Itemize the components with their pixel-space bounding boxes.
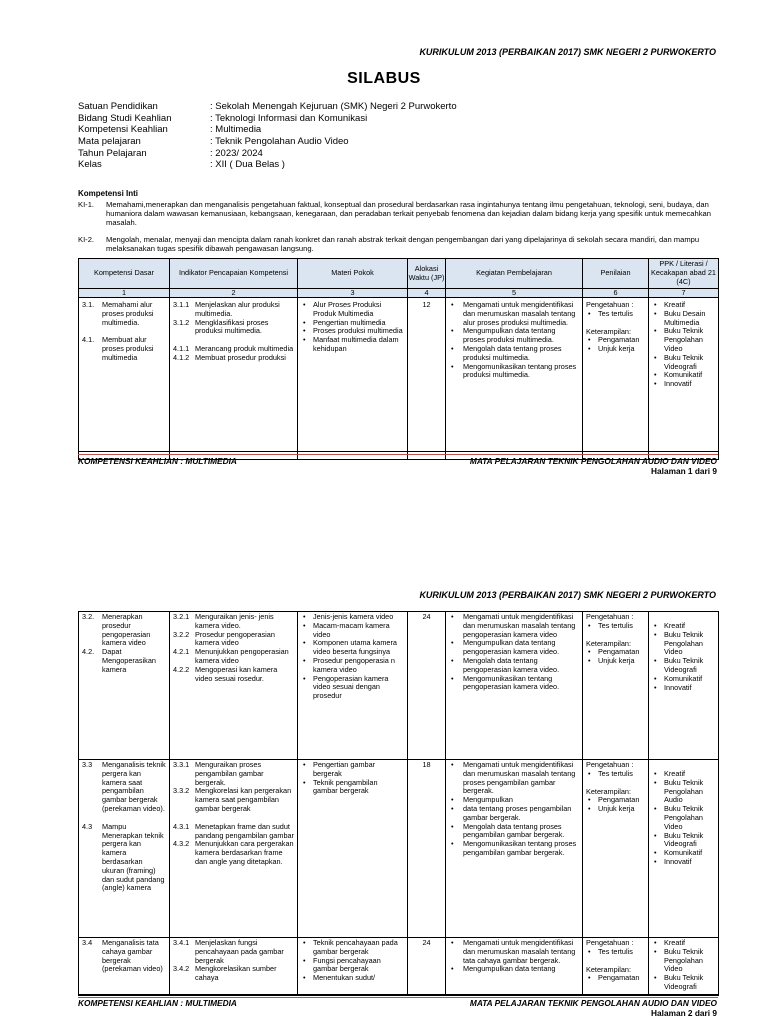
ppk-item: • Buku Teknik Videografi (652, 974, 715, 992)
kegiatan-item: • Mengumpulkan (449, 796, 579, 805)
waktu-value: 24 (422, 612, 431, 621)
materi-item: • Pengertian gambar bergerak (301, 761, 404, 779)
kegiatan-item: • Mengolah data tentang pengoperasian kamera video. (449, 657, 579, 675)
kd-cell (79, 612, 170, 760)
info-value: : Multimedia (210, 124, 262, 136)
ipk-number: 4.1.2 (173, 352, 190, 362)
kegiatan-cell (446, 298, 583, 460)
penilaian-item: • Pengamatan (586, 974, 645, 983)
kd-text: Memahami alur proses produksi multimedia. (102, 300, 154, 327)
col-number: 6 (583, 289, 649, 298)
kegiatan-item: • Mengomunikasikan tentang pengoperasian kamera video. (449, 675, 579, 693)
ipk-number: 3.4.1 (173, 938, 190, 947)
kd-text: Menerapkan prosedur pengoperasian kamera video (102, 612, 151, 648)
materi-item: • Alur Proses Produksi Produk Multimedia (301, 301, 404, 319)
kegiatan-item: • Mengumpulkan data tentang pengoperasian kamera video. (449, 639, 579, 657)
footer-right: MATA PELAJARAN TEKNIK PENGOLAHAN AUDIO DAN VIDEO (469, 456, 717, 466)
ipk-number: 4.2.2 (173, 664, 190, 674)
kd-item (82, 761, 166, 814)
kd-number: 4.2. (82, 647, 95, 657)
ppk-item: • Kreatif (652, 770, 715, 779)
ipk-cell (170, 298, 298, 460)
footer-left: KOMPETENSI KEAHLIAN : MULTIMEDIA (78, 998, 237, 1008)
materi-cell (298, 760, 408, 938)
col-number: 3 (298, 289, 408, 298)
ipk-number: 3.2.1 (173, 612, 190, 621)
col-header-materi: Materi Pokok (298, 259, 408, 289)
ipk-number: 3.1.2 (173, 317, 190, 327)
waktu-cell (408, 938, 446, 996)
materi-cell (298, 612, 408, 760)
penilaian-cell (583, 938, 649, 996)
kegiatan-item: • Mengamati untuk mengidentifikasi dan merumuskan masalah tentang tata cahaya gambar bergerak. (449, 939, 579, 965)
ipk-number: 3.1.1 (173, 300, 190, 309)
syllabus-table (78, 258, 719, 460)
footer-rule (78, 994, 718, 995)
ipk-number: 4.3.1 (173, 821, 190, 831)
ipk-text: Membuat prosedur produksi (195, 352, 286, 362)
kd-text: Mampu Menerapkan teknik pergera kan kamera berdasarkan ukuran (framing) dan sudut pandang (angle) kamera (102, 821, 165, 893)
ki-heading: Kompetensi Inti (78, 189, 139, 198)
penilaian-label: Keterampilan: (586, 326, 632, 336)
materi-item: • Pengoperasian kamera video sesuai dengan prosedur (301, 675, 404, 701)
penilaian-item: • Pengamatan (586, 336, 645, 345)
ki-number: KI-1. (78, 200, 95, 209)
kd-number: 4.3 (82, 821, 93, 831)
kegiatan-item: • Mengumpulkan data tentang (449, 965, 579, 974)
col-header-ppk: PPK / Literasi / Kecakapan abad 21 (4C) (649, 259, 719, 289)
page-number: Halaman 2 dari 9 (651, 1008, 717, 1018)
ipk-item (173, 319, 294, 337)
waktu-value: 18 (422, 760, 431, 769)
ppk-item: • Komunikatif (652, 849, 715, 858)
penilaian-item: • Tes tertulis (586, 310, 645, 319)
ipk-item (173, 354, 294, 363)
info-label: Mata pelajaran (78, 136, 141, 148)
ppk-item: • Kreatif (652, 301, 715, 310)
penilaian-item: • Tes tertulis (586, 622, 645, 631)
penilaian-item: • Pengamatan (586, 796, 645, 805)
page-header: KURIKULUM 2013 (PERBAIKAN 2017) SMK NEGERI 2 PURWOKERTO (419, 590, 716, 600)
footer-left: KOMPETENSI KEAHLIAN : MULTIMEDIA (78, 456, 237, 466)
footer-rule (78, 451, 718, 452)
ipk-item (173, 823, 294, 841)
kd-number: 3.3 (82, 760, 93, 769)
waktu-cell (408, 298, 446, 460)
ipk-text: Mengkorelasi kan pergerakan kamera saat pengambilan gambar bergerak (195, 786, 292, 813)
ipk-item (173, 965, 294, 983)
kd-item (82, 336, 166, 362)
kd-text: Menganalisis tata cahaya gambar bergerak (perekaman video) (102, 938, 163, 974)
ipk-text: Menunjukkan cara pergerakan kamera berdasarkan frame dan angle yang ditetapkan. (195, 839, 294, 866)
kd-number: 3.4 (82, 938, 93, 947)
ipk-number: 4.1.1 (173, 344, 190, 354)
kegiatan-item: • Mengamati untuk mengidentifikasi dan merumuskan masalah tentang proses pengambilan gambar bergerak. (449, 761, 579, 796)
kegiatan-item: • Mengolah data tentang proses pengambilan gambar bergerak. (449, 823, 579, 841)
page-number: Halaman 1 dari 9 (651, 466, 717, 476)
ipk-text: Mengoperasi kan kamera video sesuai rosedur. (195, 664, 278, 683)
penilaian-label: Keterampilan: (586, 964, 632, 974)
kd-item (82, 613, 166, 648)
penilaian-cell (583, 612, 649, 760)
penilaian-label: Keterampilan: (586, 638, 632, 648)
kd-number: 3.1. (82, 300, 95, 309)
table-row (79, 760, 719, 938)
kd-cell (79, 298, 170, 460)
info-row (78, 148, 457, 160)
ppk-item: • Innovatif (652, 380, 715, 389)
info-label: Tahun Pelajaran (78, 147, 147, 159)
ipk-item (173, 301, 294, 319)
ppk-cell (649, 938, 719, 996)
kegiatan-item: • Mengomunikasikan tentang proses produksi multimedia. (449, 363, 579, 381)
ppk-item: • Buku Desain Multimedia (652, 310, 715, 328)
kegiatan-item: • Mengomunikasikan tentang proses pengambilan gambar bergerak. (449, 840, 579, 858)
kegiatan-item: • data tentang proses pengambilan gambar bergerak. (449, 805, 579, 823)
ki-number: KI-2. (78, 235, 95, 244)
col-header-waktu: Alokasi Waktu (JP) (408, 259, 446, 289)
kd-cell (79, 760, 170, 938)
ppk-item: • Innovatif (652, 684, 715, 693)
syllabus-table-continued (78, 611, 719, 996)
kd-number: 3.2. (82, 612, 95, 621)
page-header: KURIKULUM 2013 (PERBAIKAN 2017) SMK NEGERI 2 PURWOKERTO (419, 47, 716, 57)
kd-number: 4.1. (82, 335, 95, 345)
penilaian-item: • Pengamatan (586, 648, 645, 657)
ki-text: Mengolah, menalar, menyaji dan mencipta dalam ranah konkret dan ranah abstrak terkait dengan pengembangan dari yang dipelajarinya di sekolah secara mandiri, dan mampu melaksanakan tugas spesifik dibawah pengawasan langsung. (106, 235, 700, 254)
materi-item: • Komponen utama kamera video beserta fungsinya (301, 639, 404, 657)
materi-item: • Teknik pencahayaan pada gambar bergerak (301, 939, 404, 957)
ipk-text: Menjelaskan fungsi pencahayaan pada gambar bergerak (195, 938, 284, 965)
ipk-text: Prosedur pengoperasian kamera video (195, 629, 275, 648)
info-row (78, 113, 457, 125)
footer-right: MATA PELAJARAN TEKNIK PENGOLAHAN AUDIO DAN VIDEO (469, 998, 717, 1008)
info-label: Satuan Pendidikan (78, 101, 158, 112)
ipk-text: Menetapkan frame dan sudut pandang pengambilan gambar (195, 821, 294, 840)
info-value: : Sekolah Menengah Kejuruan (SMK) Negeri 2 Purwokerto (210, 101, 457, 112)
col-header-ipk: Indikator Pencapaian Kompetensi (170, 259, 298, 289)
materi-item: • Macam-macam kamera video (301, 622, 404, 640)
ipk-number: 4.3.2 (173, 839, 190, 849)
ipk-text: Menguraikan proses pengambilan gambar bergerak. (195, 760, 264, 787)
ipk-number: 3.2.2 (173, 629, 190, 639)
ipk-item (173, 840, 294, 866)
ipk-cell (170, 760, 298, 938)
materi-cell (298, 938, 408, 996)
ki-text: Memahami,menerapkan dan menganalisis pengetahuan faktual, konseptual dan prosedural berdasarkan rasa ingintahunya tentang ilmu pengetahuan, teknologi, seni, budaya, dan humaniora dalam wawasan kemanusiaan, kebangsaan, kenegaraan, dan peradaban terkait penyebab fenomena dan kejadian dalam bidang kerja yang spesifik untuk memecahkan masalah. (106, 200, 711, 228)
ipk-item (173, 631, 294, 649)
ppk-item: • Buku Teknik Pengolahan Video (652, 805, 715, 831)
ipk-text: Menjelaskan alur produksi multimedia. (195, 300, 280, 318)
ipk-cell (170, 938, 298, 996)
ppk-cell (649, 760, 719, 938)
materi-item: • Fungsi pencahayaan gambar bergerak (301, 957, 404, 975)
identity-block (78, 101, 457, 171)
kegiatan-item: • Mengolah data tentang proses produksi multimedia. (449, 345, 579, 363)
col-number: 7 (649, 289, 719, 298)
info-value: : Teknik Pengolahan Audio Video (210, 136, 349, 148)
materi-item: • Proses produksi multimedia (301, 327, 404, 336)
ppk-item: • Buku Teknik Pengolahan Video (652, 948, 715, 974)
ipk-text: Mengklasifikasi proses produksi multimedia. (195, 317, 269, 336)
penilaian-item: • Tes tertulis (586, 948, 645, 957)
ppk-item: • Buku Teknik Videografi (652, 657, 715, 675)
ipk-number: 3.3.2 (173, 786, 190, 796)
col-number: 4 (408, 289, 446, 298)
penilaian-cell (583, 298, 649, 460)
ipk-item (173, 613, 294, 631)
ipk-item (173, 761, 294, 787)
col-header-kd: Kompetensi Dasar (79, 259, 170, 289)
ppk-cell (649, 298, 719, 460)
ppk-item: • Innovatif (652, 858, 715, 867)
page-title: SILABUS (347, 70, 421, 87)
info-row (78, 124, 457, 136)
ipk-item (173, 666, 294, 684)
page-2 (0, 500, 768, 1024)
materi-item: • Menentukan sudut/ (301, 974, 404, 983)
ppk-item: • Buku Teknik Pengolahan Video (652, 631, 715, 657)
kd-item (82, 823, 166, 893)
penilaian-label: Keterampilan: (586, 786, 632, 796)
kd-item (82, 939, 166, 974)
info-value: : Teknologi Informasi dan Komunikasi (210, 112, 368, 124)
ki-item (78, 235, 723, 253)
materi-cell (298, 298, 408, 460)
materi-item: • Teknik pengambilan gambar bergerak (301, 779, 404, 797)
footer-rule-accent (78, 454, 718, 455)
penilaian-item: • Tes tertulis (586, 770, 645, 779)
penilaian-item: • Unjuk kerja (586, 657, 645, 666)
penilaian-label: Pengetahuan : (586, 300, 634, 309)
ipk-text: Merancang produk multimedia (195, 344, 294, 354)
ipk-number: 3.4.2 (173, 964, 190, 974)
penilaian-item: • Unjuk kerja (586, 345, 645, 354)
kd-item (82, 648, 166, 674)
kegiatan-item: • Mengumpulkan data tentang proses produksi multimedia. (449, 327, 579, 345)
info-value: : 2023/ 2024 (210, 147, 263, 159)
kd-item (82, 301, 166, 327)
info-label: Kelas (78, 159, 102, 171)
ipk-item (173, 648, 294, 666)
ipk-text: Menunjukkan pengoperasian kamera video (195, 647, 289, 665)
ipk-cell (170, 612, 298, 760)
kd-text: Dapat Mengoperasikan kamera (102, 647, 156, 674)
col-number: 2 (170, 289, 298, 298)
kegiatan-cell (446, 612, 583, 760)
kegiatan-item: • Mengamati untuk mengidentifikasi dan merumuskan masalah tentang alur proses produksi multimedia. (449, 301, 579, 327)
column-number-row (79, 289, 719, 298)
waktu-cell (408, 760, 446, 938)
kegiatan-cell (446, 760, 583, 938)
waktu-value: 12 (422, 300, 431, 309)
materi-item: • Prosedur pengoperasia n kamera video (301, 657, 404, 675)
info-label: Kompetensi Keahlian (78, 124, 168, 136)
penilaian-item: • Unjuk kerja (586, 805, 645, 814)
kegiatan-item: • Mengamati untuk mengidentifikasi dan merumuskan masalah tentang pengoperasian kamera video (449, 613, 579, 639)
ipk-item (173, 939, 294, 965)
info-row (78, 159, 457, 171)
penilaian-label: Pengetahuan : (586, 938, 634, 947)
ppk-item: • Komunikatif (652, 675, 715, 684)
ppk-item: • Kreatif (652, 939, 715, 948)
ppk-item: • Buku Teknik Videografi (652, 832, 715, 850)
ppk-item: • Komunikatif (652, 371, 715, 380)
ipk-item (173, 787, 294, 813)
info-row (78, 136, 457, 148)
table-row (79, 938, 719, 996)
ppk-item: • Buku Teknik Pengolahan Audio (652, 779, 715, 805)
info-label: Bidang Studi Keahlian (78, 112, 172, 124)
table-row (79, 298, 719, 460)
ipk-text: Mengkorelasikan sumber cahaya (195, 964, 277, 983)
page-1 (0, 0, 768, 500)
waktu-cell (408, 612, 446, 760)
info-value: : XII ( Dua Belas ) (210, 159, 285, 171)
col-number: 5 (446, 289, 583, 298)
kd-text: Membuat alur proses produksi multimedia (102, 335, 154, 362)
kegiatan-cell (446, 938, 583, 996)
table-row (79, 612, 719, 760)
ppk-item: • Kreatif (652, 622, 715, 631)
kd-cell (79, 938, 170, 996)
penilaian-cell (583, 760, 649, 938)
kd-text: Menganalisis teknik pergera kan kamera saat pengambilan gambar bergerak (perekaman video). (102, 760, 166, 813)
waktu-value: 24 (422, 938, 431, 947)
info-row (78, 101, 457, 113)
col-header-penilaian: Penilaian (583, 259, 649, 289)
ipk-number: 3.3.1 (173, 760, 190, 769)
col-number: 1 (79, 289, 170, 298)
ppk-cell (649, 612, 719, 760)
ppk-item: • Buku Teknik Pengolahan Video (652, 327, 715, 353)
materi-item: • Manfaat multimedia dalam kehidupan (301, 336, 404, 354)
ipk-text: Menguraikan jenis- jenis kamera video. (195, 612, 274, 630)
penilaian-label: Pengetahuan : (586, 612, 634, 621)
penilaian-label: Pengetahuan : (586, 760, 634, 769)
ppk-item: • Buku Teknik Videografi (652, 354, 715, 372)
ipk-number: 4.2.1 (173, 647, 190, 657)
materi-item: • Pengertian multimedia (301, 319, 404, 328)
materi-item: • Jenis-jenis kamera video (301, 613, 404, 622)
ki-item (78, 200, 723, 228)
col-header-kegiatan: Kegiatan Pembelajaran (446, 259, 583, 289)
